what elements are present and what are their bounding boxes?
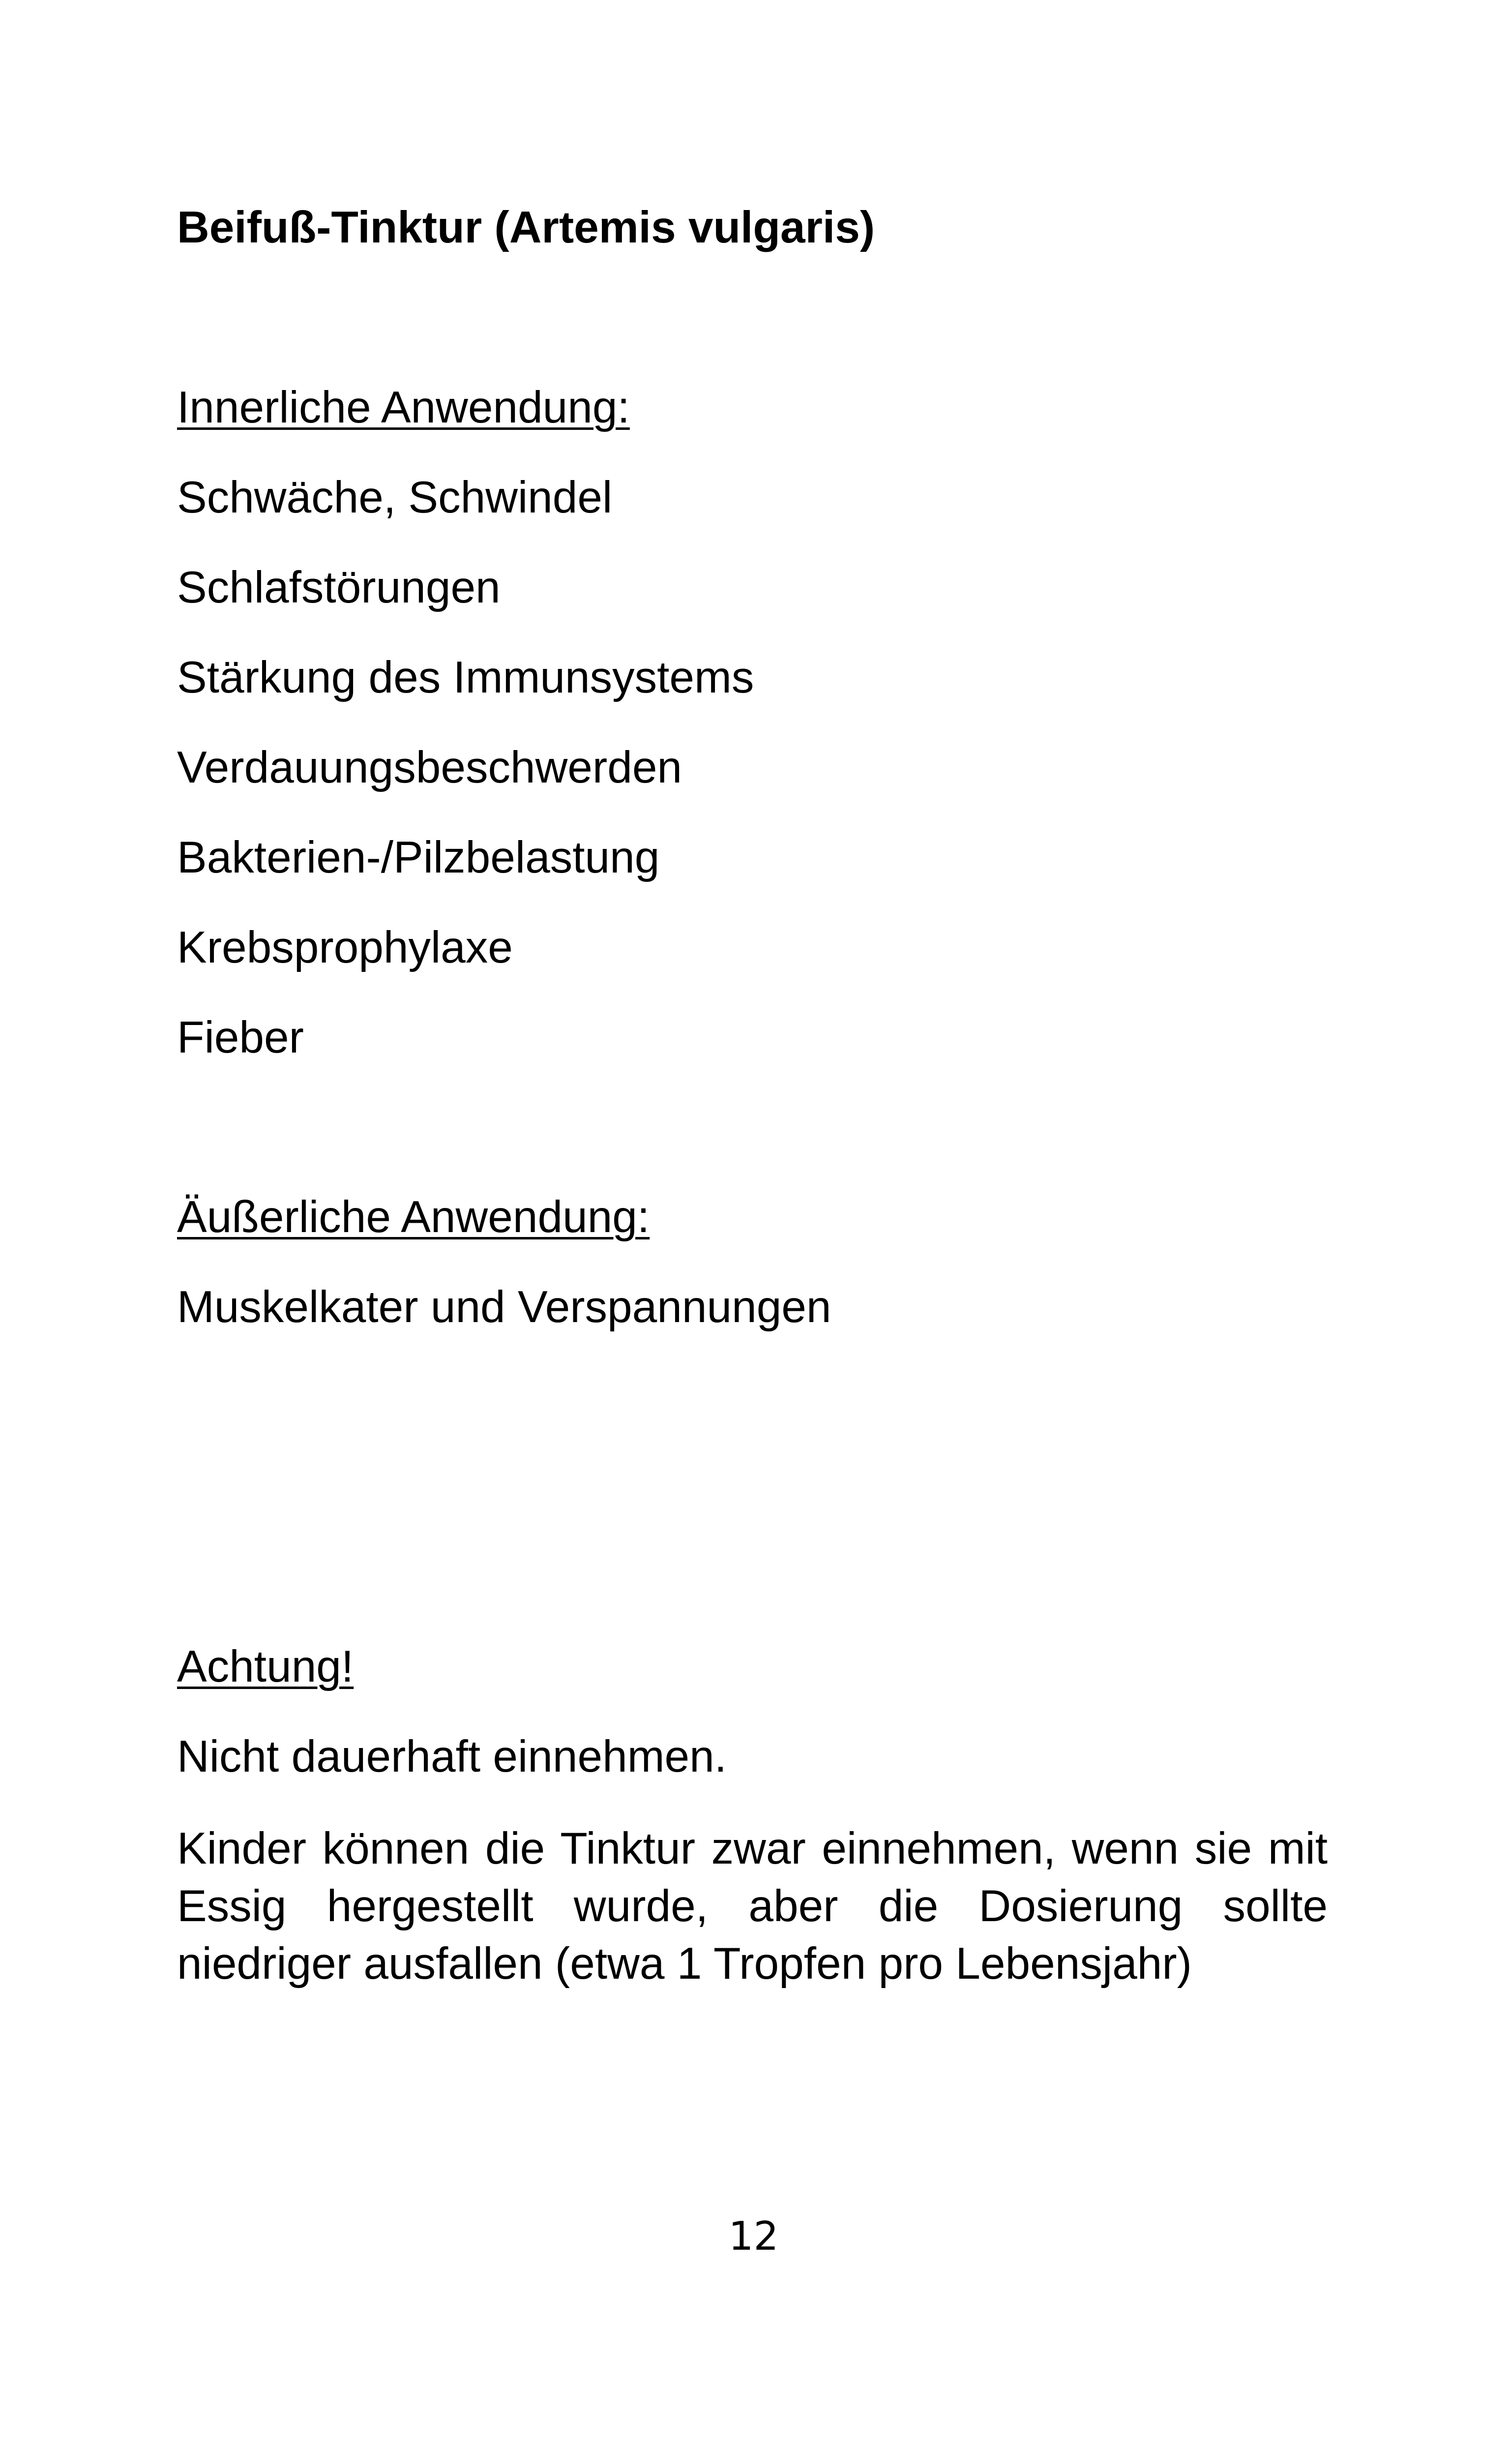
list-item: Krebsprophylaxe: [177, 923, 513, 972]
list-item: Schwäche, Schwindel: [177, 473, 613, 522]
list-item: Bakterien-/Pilzbelastung: [177, 833, 660, 882]
warning-paragraph: Kinder können die Tinktur zwar einnehmen, wenn sie mit Essig hergestellt wurde, aber die Dosierung sollte niedriger ausfallen (etwa 1 Tropfen pro Lebensjahr): [177, 1824, 1328, 1989]
list-item: Verdauungsbeschwerden: [177, 743, 682, 792]
warning-line: Nicht dauerhaft einnehmen.: [177, 1732, 727, 1781]
page-number: 12: [728, 2213, 779, 2259]
list-item: Fieber: [177, 1013, 304, 1062]
list-item: Stärkung des Immunsystems: [177, 653, 754, 702]
list-item: Muskelkater und Verspannungen: [177, 1282, 831, 1332]
internal-use-heading: Innerliche Anwendung:: [177, 383, 630, 432]
page-title: Beifuß-Tinktur (Artemis vulgaris): [177, 203, 875, 252]
external-use-heading: Äußerliche Anwendung:: [177, 1192, 650, 1242]
warning-heading: Achtung!: [177, 1642, 354, 1691]
list-item: Schlafstörungen: [177, 563, 501, 612]
